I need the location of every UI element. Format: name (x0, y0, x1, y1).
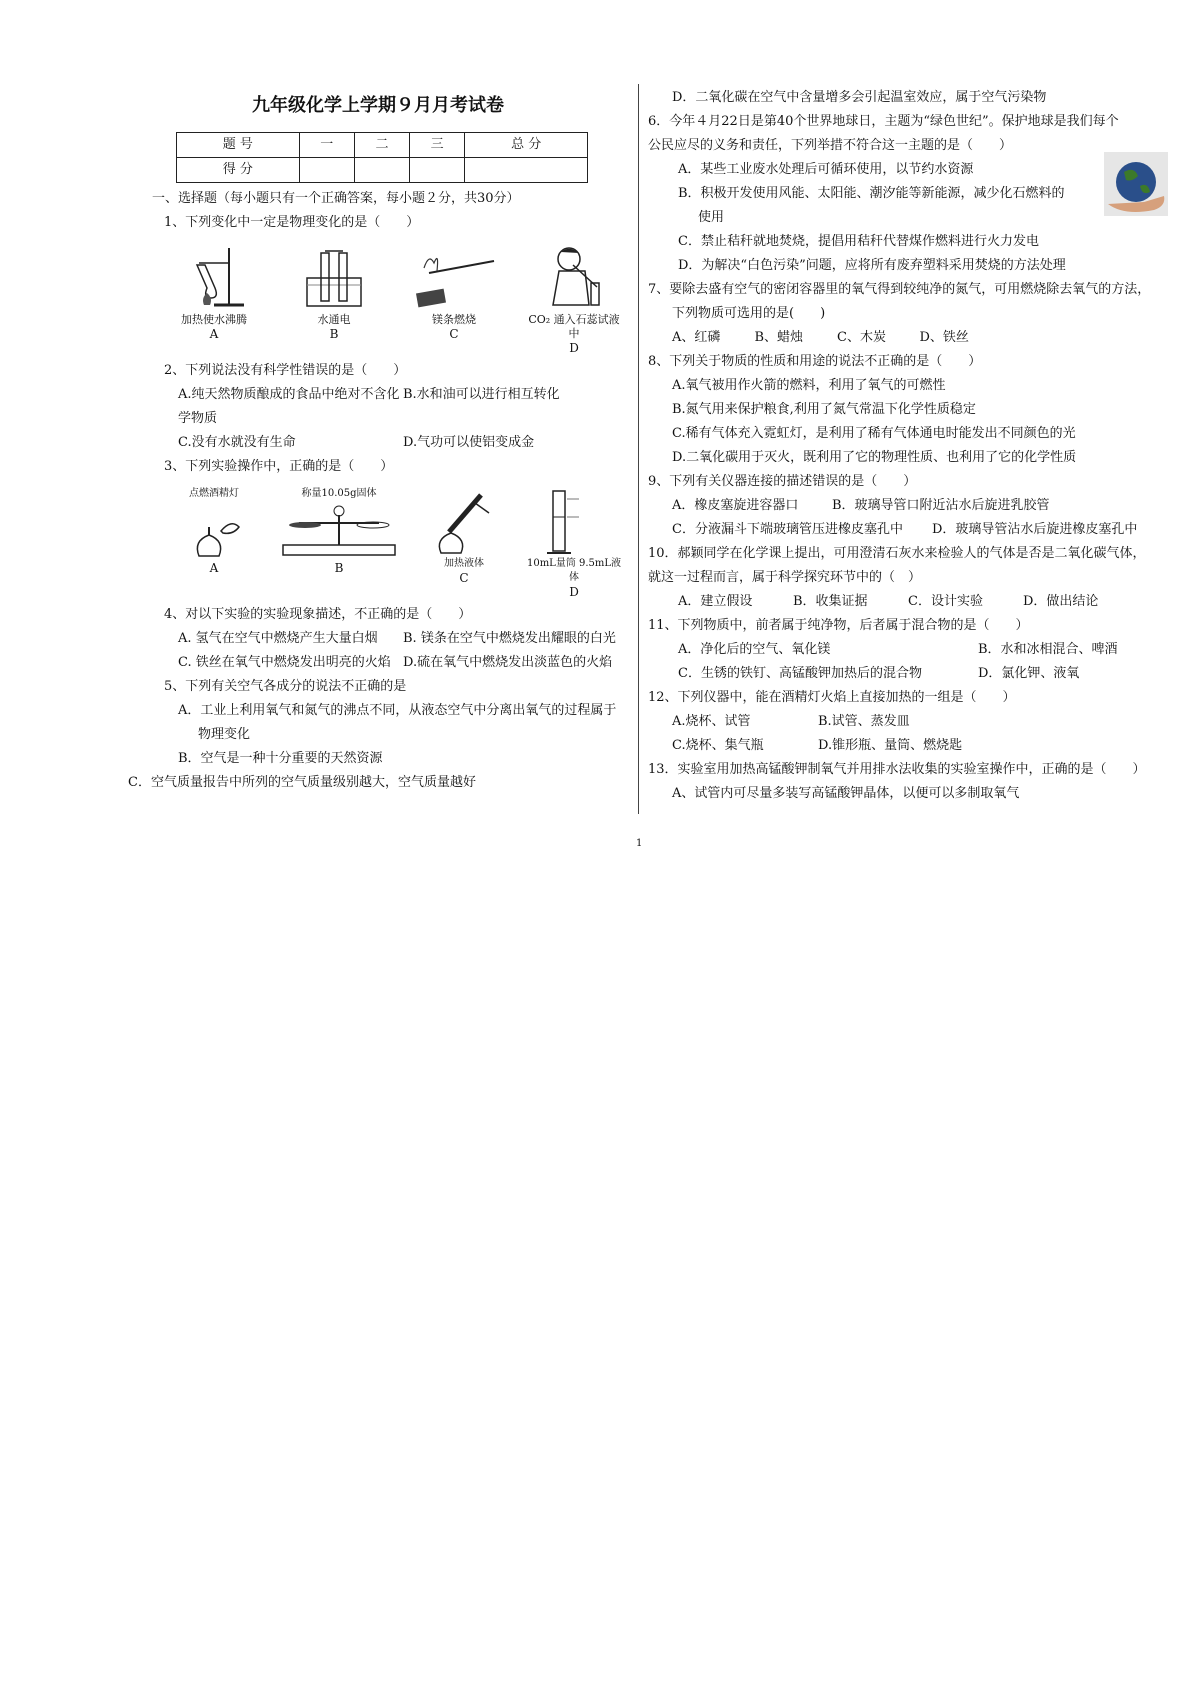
crucible-tongs-icon (409, 243, 499, 313)
option-d: D．二氧化碳在空气中含量增多会引起温室效应，属于空气污染物 (672, 90, 1047, 105)
score-cell (354, 158, 409, 183)
figure-caption: 镁条燃烧 (432, 313, 476, 326)
score-cell: 一 (299, 133, 354, 158)
earth-in-hand-icon (1104, 152, 1168, 216)
question-9-stem: 9、下列有关仪器连接的描述错误的是（ ） (648, 474, 917, 489)
question-11-stem: 11、下列物质中，前者属于纯净物，后者属于混合物的是（ ） (648, 618, 1029, 633)
flask-heating-icon (179, 243, 249, 313)
figure-letter: D (569, 585, 579, 599)
option-d: D．氯化钾、液氧 (978, 666, 1080, 681)
left-column (128, 86, 628, 795)
boy-blowing-tube-icon (539, 243, 609, 313)
question-12-options-row1 (672, 710, 1168, 734)
question-2-options-row2 (178, 431, 628, 455)
option-c: C．分液漏斗下端玻璃管压进橡皮塞孔中 (672, 522, 903, 537)
option-d: D．做出结论 (1023, 594, 1099, 609)
score-cell: 题 号 (177, 133, 300, 158)
option-b: B．玻璃导管口附近沾水后旋进乳胶管 (832, 498, 1050, 513)
option-b: B．空气是一种十分重要的天然资源 (178, 751, 383, 766)
figure-letter: C (449, 327, 459, 341)
score-cell: 得 分 (177, 158, 300, 183)
option-b: B.氮气用来保护粮食,利用了氮气常温下化学性质稳定 (672, 402, 976, 417)
column-divider (638, 84, 639, 814)
question-2-stem: 2、下列说法没有科学性错误的是（ ） (164, 363, 407, 378)
alcohol-lamp-icon (179, 501, 249, 561)
option-c: C.稀有气体充入霓虹灯，是利用了稀有气体通电时能发出不同颜色的光 (672, 426, 1076, 441)
score-cell: 二 (354, 133, 409, 158)
score-cell (410, 158, 465, 183)
option-b-continued: 使用 (698, 210, 725, 225)
question-6-stem-continued: 公民应尽的义务和责任，下列举措不符合这一主题的是（ ） (648, 138, 1013, 153)
option-a-continued: 物理变化 (198, 727, 251, 742)
option-a: A.纯天然物质酿成的食品中绝对不含化学物质 (178, 387, 400, 426)
question-11-options-row2 (678, 662, 1168, 686)
option-a: A．工业上利用氧气和氮气的沸点不同，从液态空气中分离出氧气的过程属于 (178, 703, 617, 718)
right-column (648, 86, 1168, 806)
option-a: A. 氢气在空气中燃烧产生大量白烟 (178, 631, 378, 646)
option-c: C.没有水就没有生命 (178, 435, 296, 450)
score-cell: 三 (410, 133, 465, 158)
figure-co2-litmus (524, 243, 624, 355)
figure-magnesium-burning (404, 243, 504, 355)
option-b: B．积极开发使用风能、太阳能、潮汐能等新能源，减少化石燃料的 (678, 186, 1065, 201)
option-b: B．收集证据 (793, 594, 868, 609)
option-c: C．设计实验 (908, 594, 983, 609)
graduated-cylinder-icon (539, 487, 609, 557)
option-a: A、红磷 (672, 330, 721, 345)
option-c: C．禁止秸秆就地焚烧，提倡用秸秆代替煤作燃料进行火力发电 (678, 234, 1039, 249)
figure-heating-liquid (414, 487, 514, 599)
option-d: D．玻璃导管沾水后旋进橡皮塞孔中 (932, 522, 1138, 537)
figure-caption: 水通电 (317, 313, 351, 326)
figure-lighting-lamp (164, 487, 264, 599)
question-5-stem: 5、下列有关空气各成分的说法不正确的是 (164, 679, 407, 694)
question-3-figures (164, 487, 624, 599)
question-8-stem: 8、下列关于物质的性质和用途的说法不正确的是（ ） (648, 354, 982, 369)
option-c: C、木炭 (837, 330, 886, 345)
question-11-options-row1 (678, 638, 1168, 662)
question-2-options-row1 (178, 383, 628, 431)
figure-caption: CO₂ 通入石蕊试液中 (528, 313, 620, 340)
option-a: A．净化后的空气、氧化镁 (678, 642, 831, 657)
question-12-stem: 12、下列仪器中，能在酒精灯火焰上直接加热的一组是（ ） (648, 690, 1016, 705)
figure-letter: A (209, 561, 219, 575)
option-b: B．水和冰相混合、啤酒 (978, 642, 1118, 657)
question-4-options-row2 (178, 651, 628, 675)
question-6-stem: 6．今年４月22日是第40个世界地球日，主题为“绿色世纪”。保护地球是我们每个 (648, 114, 1119, 129)
page-number: 1 (636, 838, 643, 849)
option-d: D、铁丝 (919, 330, 969, 345)
question-12-options-row2 (672, 734, 1168, 758)
question-7-stem: 7、要除去盛有空气的密闭容器里的氧气得到较纯净的氮气，可用燃烧除去氧气的方法， (648, 282, 1151, 297)
question-7-stem-continued: 下列物质可选用的是( ) (672, 306, 826, 321)
figure-letter: A (209, 327, 219, 341)
question-9-options-row2 (672, 518, 1168, 542)
option-d: D.锥形瓶、量筒、燃烧匙 (818, 738, 963, 753)
option-b: B.试管、蒸发皿 (818, 714, 910, 729)
option-d: D.硫在氧气中燃烧发出淡蓝色的火焰 (403, 655, 613, 670)
option-a: A．橡皮塞旋进容器口 (672, 498, 799, 513)
option-a: A．某些工业废水处理后可循环使用，以节约水资源 (678, 162, 974, 177)
figure-caption: 加热使水沸腾 (181, 313, 247, 326)
figure-caption: 称量10.05g固体 (301, 488, 377, 499)
question-3-stem: 3、下列实验操作中，正确的是（ ） (164, 459, 394, 474)
test-tube-heating-icon (429, 487, 499, 557)
score-table (176, 132, 588, 183)
figure-boiling-water (164, 243, 264, 355)
option-c: C．生锈的铁钉、高锰酸钾加热后的混合物 (678, 666, 922, 681)
figure-letter: D (569, 341, 579, 355)
score-table-header-row (177, 133, 588, 158)
score-table-score-row (177, 158, 588, 183)
option-d: D．为解决“白色污染”问题，应将所有废弃塑料采用焚烧的方法处理 (678, 258, 1066, 273)
score-cell (465, 158, 588, 183)
option-b: B.水和油可以进行相互转化 (403, 387, 560, 402)
question-1-stem: 1、下列变化中一定是物理变化的是（ ） (164, 215, 420, 230)
question-10-stem-continued: 就这一过程而言，属于科学探究环节中的（ ） (648, 570, 922, 585)
option-b: B、蜡烛 (754, 330, 804, 345)
question-10-stem: 10．郝颖同学在化学课上提出，可用澄清石灰水来检验人的气体是否是二氧化碳气体， (648, 546, 1146, 561)
option-a: A.氧气被用作火箭的燃料，利用了氧气的可燃性 (672, 378, 946, 393)
figure-graduated-cylinder (524, 487, 624, 599)
option-a: A.烧杯、试管 (672, 714, 751, 729)
figure-letter: B (329, 327, 339, 341)
figure-balance (274, 487, 404, 599)
question-4-options-row1 (178, 627, 628, 651)
option-c: C.烧杯、集气瓶 (672, 738, 764, 753)
option-c: C．空气质量报告中所列的空气质量级别越大，空气质量越好 (128, 775, 476, 790)
section-heading: 一、选择题（每小题只有一个正确答案，每小题２分，共30分） (152, 191, 520, 206)
option-b: B. 镁条在空气中燃烧发出耀眼的白光 (403, 631, 616, 646)
option-a: A．建立假设 (678, 594, 753, 609)
score-cell: 总 分 (465, 133, 588, 158)
electrolysis-apparatus-icon (299, 243, 369, 313)
question-4-stem: 4、对以下实验的实验现象描述，不正确的是（ ） (164, 607, 472, 622)
question-1-figures (164, 243, 624, 355)
question-10-options (678, 590, 1138, 614)
option-d: D.二氧化碳用于灭火，既利用了它的物理性质、也利用了它的化学性质 (672, 450, 1077, 465)
option-a: A、试管内可尽量多装写高锰酸钾晶体，以便可以多制取氧气 (672, 786, 1020, 801)
figure-letter: B (334, 561, 344, 575)
figure-water-electrolysis (284, 243, 384, 355)
figure-caption: 10mL量筒 9.5mL液体 (526, 558, 622, 583)
balance-scale-icon (277, 501, 401, 561)
question-7-options (672, 326, 1002, 350)
figure-caption: 加热液体 (444, 558, 484, 569)
question-9-options-row1 (672, 494, 1168, 518)
question-13-stem: 13．实验室用加热高锰酸钾制氧气并用排水法收集的实验室操作中，正确的是（ ） (648, 762, 1146, 777)
option-d: D.气功可以使铝变成金 (403, 435, 535, 450)
page-title: 九年级化学上学期９月月考试卷 (252, 95, 504, 116)
figure-caption: 点燃酒精灯 (189, 488, 239, 499)
figure-letter: C (459, 571, 469, 585)
score-cell (299, 158, 354, 183)
option-c: C. 铁丝在氧气中燃烧发出明亮的火焰 (178, 655, 391, 670)
